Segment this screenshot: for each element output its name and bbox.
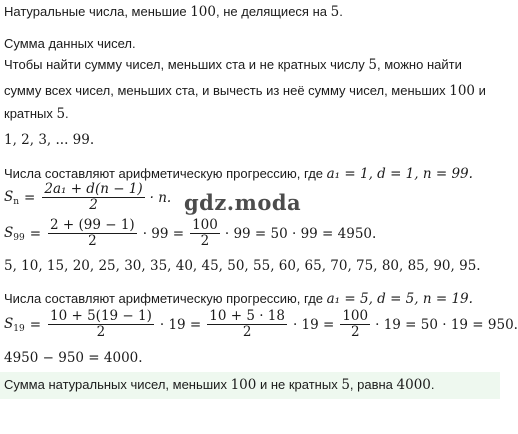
s99-fraction-1 [48, 218, 137, 249]
s19-mid-1: · 19 = [159, 316, 202, 333]
s19-fraction-2 [207, 309, 287, 340]
intro-num: 100 [449, 83, 476, 99]
intro-line-1 [4, 57, 462, 73]
task-text-2: , не делящиеся на [215, 4, 331, 19]
s19-numerator-3: 100 [342, 308, 369, 324]
answer-text: , равна [349, 377, 397, 392]
task-num-100: 100 [190, 4, 216, 20]
answer-num: 100 [230, 377, 257, 393]
answer-text: Сумма натуральных чисел, меньших [4, 377, 231, 392]
answer-text: и не кратных [256, 377, 342, 392]
sum-formula: $S_n$ = $\frac{\text{2a₁ + d(n − 1)}}{2}$ · n. [4, 181, 172, 213]
s99-lhs: $S_{99}$ [4, 224, 25, 243]
answer-line [4, 377, 435, 393]
intro-text: Чтобы найти сумму чисел, меньших ста и не кратных числу [4, 57, 369, 72]
progression-params: a₁ = 5, d = 5, n = 19. [326, 291, 473, 307]
task-text-3: . [339, 4, 343, 19]
task-text-1: Натуральные числа, меньшие [4, 4, 191, 19]
intro-text: . [65, 106, 69, 121]
formula-lhs: $S_n$ [4, 188, 20, 207]
s19-mid-2: · 19 = [292, 316, 335, 333]
intro-num: 5 [368, 57, 377, 73]
progression-params: a₁ = 1, d = 1, n = 99. [326, 166, 473, 182]
answer-text: . [430, 377, 435, 392]
s19-denominator-2: 2 [242, 324, 252, 340]
progression-1 [4, 166, 473, 182]
s99-fraction-2 [190, 218, 220, 249]
s19-lhs: $S_{19}$ [4, 315, 25, 334]
s99-denominator-2: 2 [200, 233, 210, 249]
s99-numerator-1: 2 + (99 − 1) [50, 217, 135, 233]
formula-denominator: 2 [89, 197, 98, 213]
progression-2 [4, 291, 473, 307]
progression-text: Числа составляют арифметическую прогрессию, где [4, 291, 327, 306]
s19-fraction-1 [48, 309, 154, 340]
sum-99: $S_{99}$ = $\frac{2 + (99 - 1)}{2}$ · 99 = $\frac{100}{2}$ · 99 = 50 · 99 = 4950. [4, 217, 377, 249]
sum-19: $S_{19}$ = $\frac{10 + 5(19 - 1)}{2}$ · 19 = $\frac{10 + 5 \cdot 18}{2}$ · 19 = $\frac{100}{2}$ · 19 = 50 · 19 = 950. [4, 308, 518, 340]
s99-tail: · 99 = 50 · 99 = 4950. [224, 225, 377, 242]
task-statement [4, 4, 343, 20]
answer-num: 5 [341, 377, 350, 393]
s19-numerator-2: 10 + 5 · 18 [209, 308, 285, 324]
formula-fraction [42, 182, 144, 213]
intro-text: и [475, 83, 486, 98]
progression-text: Числа составляют арифметическую прогрессию, где [4, 166, 327, 181]
intro-heading: Сумма данных чисел. [4, 36, 136, 51]
intro-num: 5 [56, 106, 66, 122]
s99-denominator-1: 2 [88, 233, 97, 249]
s19-tail: · 19 = 50 · 19 = 950. [375, 316, 518, 333]
difference-line: 4950 − 950 = 4000. [4, 350, 143, 366]
formula-numerator: 2a₁ + d(n − 1) [44, 181, 143, 197]
watermark: gdz.moda [184, 190, 302, 215]
formula-tail: · n. [149, 189, 172, 206]
intro-line-2 [4, 83, 486, 99]
sequence-2: 5, 10, 15, 20, 25, 30, 35, 40, 45, 50, 55, 60, 65, 70, 75, 80, 85, 90, 95. [4, 258, 481, 274]
intro-text: сумму всех чисел, меньших ста, и вычесть из неё сумму чисел, меньших [4, 83, 450, 98]
s19-fraction-3 [340, 309, 370, 340]
s19-denominator-3: 2 [350, 324, 360, 340]
sequence-1: 1, 2, 3, ... 99. [4, 132, 95, 148]
s99-numerator-2: 100 [192, 217, 218, 233]
intro-text: кратных [4, 106, 57, 121]
intro-line-3 [4, 106, 69, 122]
intro-text: , можно найти [376, 57, 462, 72]
answer-num: 4000 [396, 377, 431, 393]
task-num-5: 5 [330, 4, 340, 20]
s99-mid: · 99 = [142, 225, 185, 242]
s19-denominator-1: 2 [96, 324, 106, 340]
s19-numerator-1: 10 + 5(19 − 1) [50, 308, 152, 324]
